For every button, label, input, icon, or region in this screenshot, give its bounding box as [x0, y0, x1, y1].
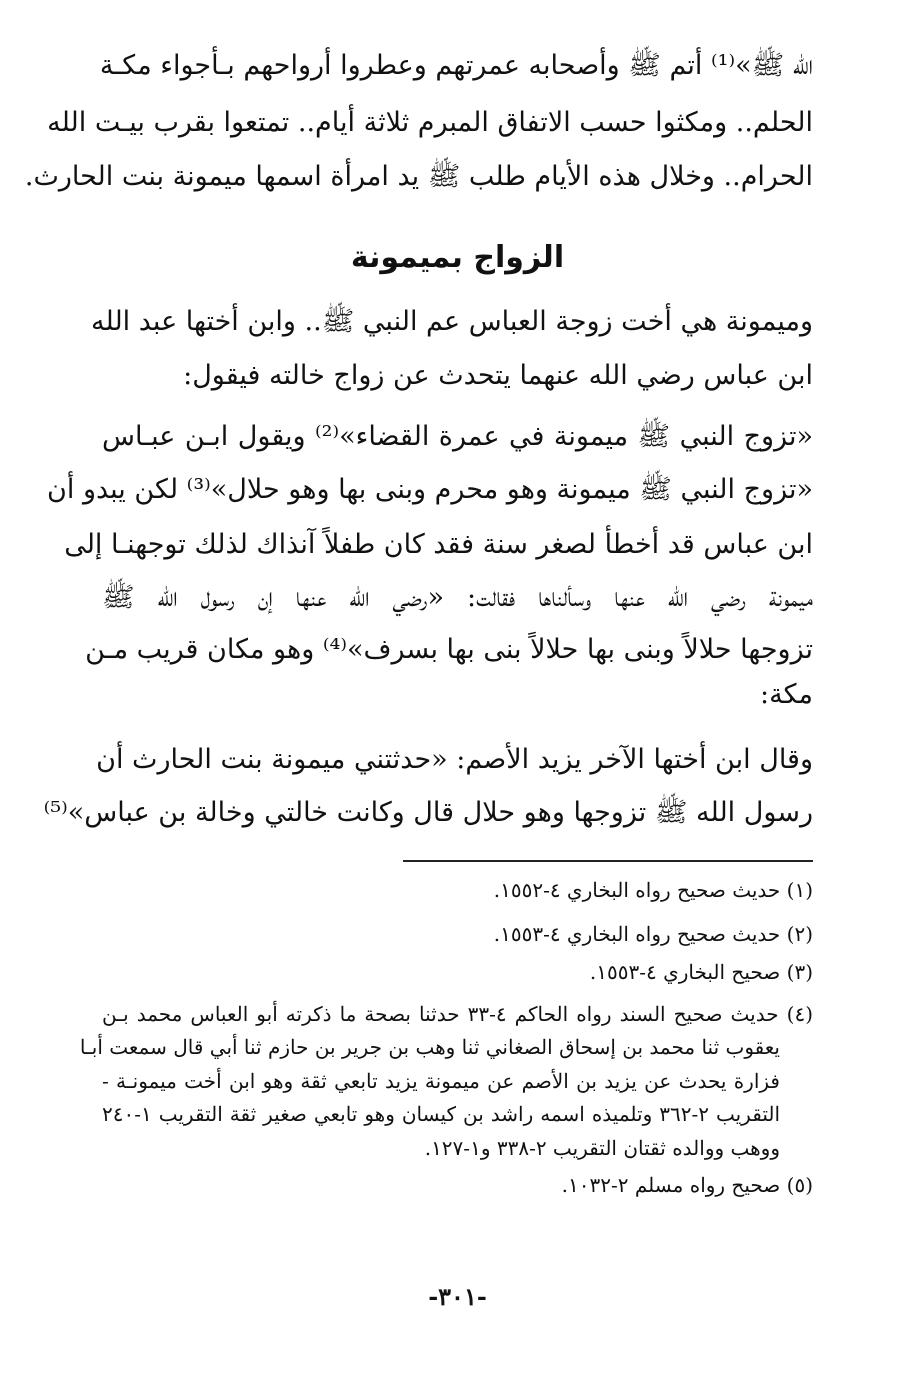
intro-line-1: الله ﷺ»⁽¹⁾ أتم ﷺ وأصحابه عمرتهم وعطروا أرواحهم بـأجواء مكـة: [99, 50, 813, 81]
footnote-3: (٣) صحيح البخاري ٤-١٥٥٣.: [589, 960, 813, 984]
footnote-4-line-3: فزارة يحدث عن يزيد بن الأصم عن ميمونة يزيد تابعي ثقة وهو ابن أخت ميمونـة -: [102, 1069, 780, 1093]
paragraph2-line-6: مكة:: [760, 679, 813, 710]
paragraph3-line-2: رسول الله ﷺ تزوجها وهو حلال قال وكانت خالتي وخالة بن عباس»⁽⁵⁾: [43, 797, 813, 828]
intro-line-3: الحرام.. وخلال هذه الأيام طلب ﷺ يد امرأة اسمها ميمونة بنت الحارث.: [24, 161, 813, 192]
footnote-4-line-1: (٤) حديث صحيح السند رواه الحاكم ٤-٣٣ حدثنا بصحة ما ذكرته أبو العباس محمد بـن: [102, 1002, 814, 1026]
intro-line-2: الحلم.. ومكثوا حسب الاتفاق المبرم ثلاثة أيام.. تمتعوا بقرب بيـت الله: [47, 107, 813, 138]
paragraph2-line-3: ابن عباس قد أخطأ لصغر سنة فقد كان طفلاً آنذاك لذلك توجهنـا إلى: [64, 529, 813, 560]
paragraph2-line-2: «تزوج النبي ﷺ ميمونة وهو محرم وبنى بها وهو حلال»⁽³⁾ لكن يبدو أن: [47, 474, 813, 505]
footnote-1: (١) حديث صحيح رواه البخاري ٤-١٥٥٢.: [493, 878, 813, 902]
paragraph2-line-1: «تزوج النبي ﷺ ميمونة في عمرة القضاء»⁽²⁾ ويقول ابـن عبـاس: [102, 421, 813, 452]
paragraph1-line-1: وميمونة هي أخت زوجة العباس عم النبي ﷺ.. وابن أختها عبد الله: [91, 306, 813, 337]
footnote-4-line-5: ووهب ووالده ثقتان التقريب ٢-٣٣٨ و١-١٢٧.: [424, 1136, 780, 1160]
footnote-4-line-4: التقريب ٢-٣٦٢ وتلميذه اسمه راشد بن كيسان وهو تابعي صغير ثقة التقريب ١-٢٤٠: [102, 1102, 781, 1126]
footnote-5: (٥) صحيح رواه مسلم ٢-١٠٣٢.: [561, 1173, 813, 1197]
footnote-2: (٢) حديث صحيح رواه البخاري ٤-١٥٥٣.: [493, 922, 813, 946]
paragraph3-line-1: وقال ابن أختها الآخر يزيد الأصم: «حدثتني ميمونة بنت الحارث أن: [96, 744, 813, 775]
page-number: -٣٠١-: [428, 1282, 487, 1311]
footnote-separator: [403, 860, 813, 862]
footnote-4-line-2: يعقوب ثنا محمد بن إسحاق الصغاني ثنا وهب بن جرير بن حازم ثنا أبي قال سمعت أبـا: [79, 1035, 780, 1059]
paragraph1-line-2: ابن عباس رضي الله عنهما يتحدث عن زواج خالته فيقول:: [183, 360, 813, 391]
section-title: الزواج بميمونة: [350, 240, 565, 275]
paragraph2-line-5: تزوجها حلالاً وبنى بها حلالاً بنى بها بسرف»⁽⁴⁾ وهو مكان قريب مـن: [85, 634, 813, 665]
paragraph2-line-4: ميمونة رضي الله عنها وسألناها فقالت: «رضي الله عنها إن رسول الله ﷺ: [102, 582, 813, 613]
